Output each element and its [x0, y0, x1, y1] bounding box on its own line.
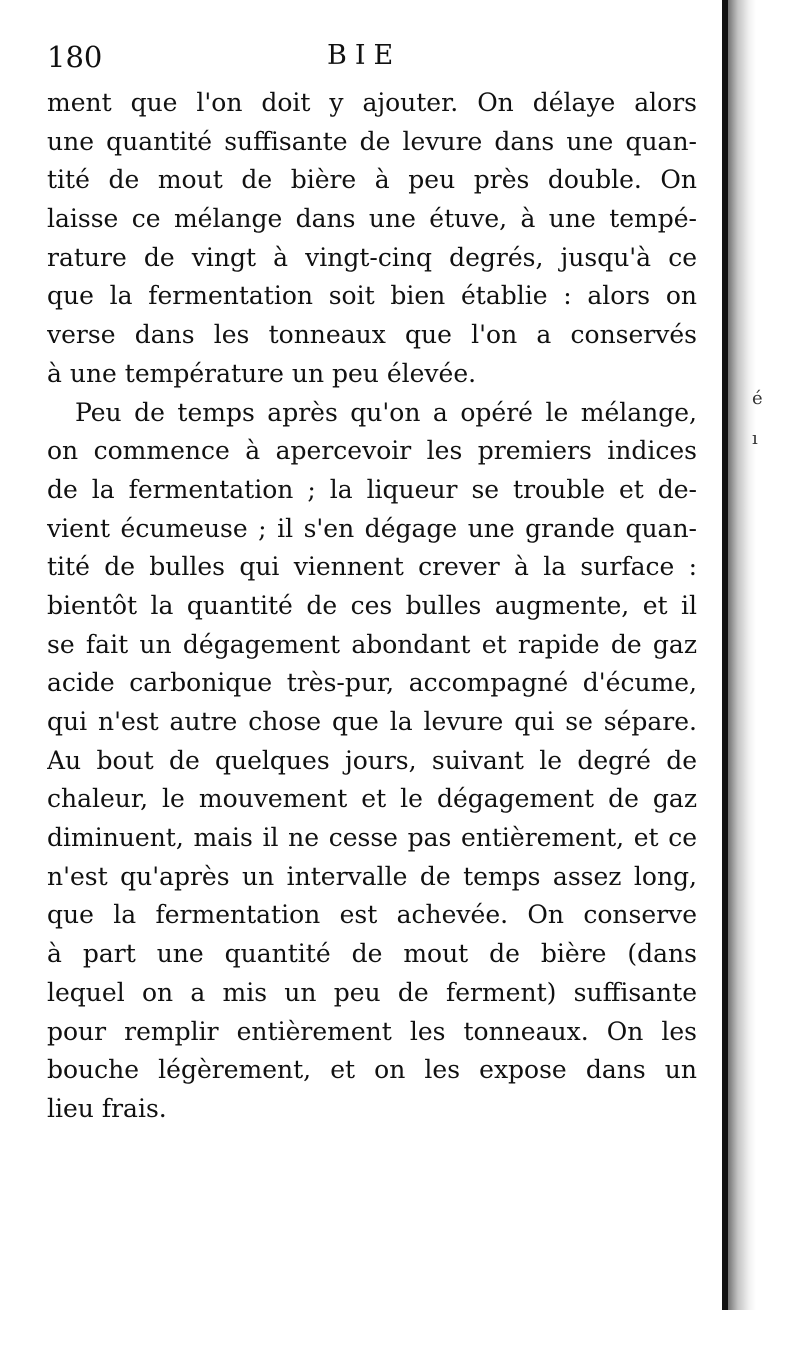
text-line: pour remplir entièrement les tonneaux. On les [47, 1016, 697, 1046]
text-line: lequel on a mis un peu de ferment) suffisante [47, 977, 697, 1007]
text-line: lieu frais. [47, 1093, 167, 1123]
text-line: de la fermentation ; la liqueur se trouble et de- [47, 474, 697, 504]
text-line: on commence à apercevoir les premiers indices [47, 436, 697, 466]
text-line: diminuent, mais il ne cesse pas entièrement, et ce [47, 823, 697, 853]
text-line: que la fermentation est achevée. On conserve [47, 900, 697, 930]
text-line: tité de bulles qui viennent crever à la surface : [47, 552, 697, 582]
text-line: une quantité suffisante de levure dans une quan- [47, 126, 697, 156]
text-line: tité de mout de bière à peu près double. On [47, 165, 697, 195]
text-line: vient écumeuse ; il s'en dégage une grande quan- [47, 513, 697, 543]
text-line: n'est qu'après un intervalle de temps assez long, [47, 861, 697, 891]
page-header [47, 40, 697, 76]
page-number: 180 [47, 40, 103, 74]
running-head: BIE [327, 40, 402, 71]
margin-mark: é [752, 388, 763, 409]
text-line: Peu de temps après qu'on a opéré le mélange, [75, 397, 697, 427]
body-text [47, 84, 697, 1129]
text-line: laisse ce mélange dans une étuve, à une tempé- [47, 204, 697, 234]
text-line: à part une quantité de mout de bière (dans [47, 939, 697, 969]
text-line: bientôt la quantité de ces bulles augmente, et il [47, 590, 697, 620]
text-line: rature de vingt à vingt-cinq degrés, jusqu'à ce [47, 242, 697, 272]
text-line: bouche légèrement, et on les expose dans un [47, 1055, 697, 1085]
text-line: qui n'est autre chose que la levure qui se sépare. [47, 707, 697, 736]
text-line: acide carbonique très-pur, accompagné d'écume, [47, 668, 697, 698]
text-line: Au bout de quelques jours, suivant le degré de [47, 745, 697, 775]
text-line: à une température un peu élevée. [47, 358, 477, 388]
text-line: chaleur, le mouvement et le dégagement de gaz [47, 784, 697, 814]
text-line: que la fermentation soit bien établie : alors on [47, 281, 697, 311]
text-line: ment que l'on doit y ajouter. On délaye alors [47, 88, 697, 117]
text-line: verse dans les tonneaux que l'on a conservés [47, 320, 697, 350]
text-line: se fait un dégagement abondant et rapide de gaz [47, 629, 697, 659]
margin-mark: ı [752, 428, 758, 449]
gutter-shadow [728, 0, 756, 1310]
